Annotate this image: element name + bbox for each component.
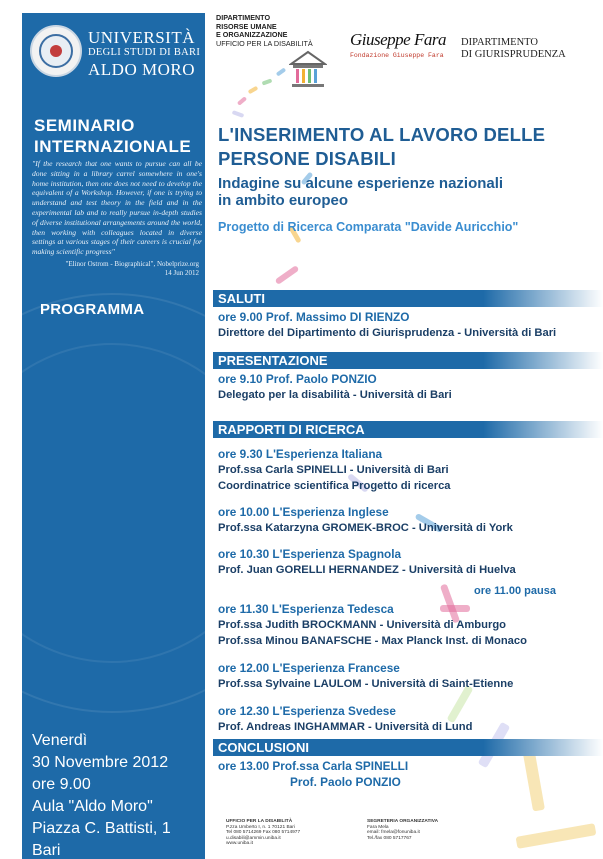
rapporti-entry-italiana bbox=[218, 446, 451, 494]
dept-risorse-umane bbox=[216, 14, 313, 48]
university-name-line3: ALDO MORO bbox=[88, 59, 195, 79]
saluti-time: ore 9.00 Prof. Massimo DI RIENZO bbox=[218, 310, 410, 324]
seminar-title-line1: SEMINARIO bbox=[34, 116, 135, 135]
presentazione-time: ore 9.10 Prof. Paolo PONZIO bbox=[218, 372, 377, 386]
rapporti-line: Prof.ssa Sylvaine LAULOM - Università di Saint-Etienne bbox=[218, 678, 514, 690]
rapporti-entry-inglese bbox=[218, 504, 513, 536]
stroke-6 bbox=[275, 265, 300, 285]
ostrom-quote: "If the research that one wants to pursue can all be done sitting in a library carrel somewhere in one's home institution, then one does not need to develop the equivalent of a Workshop. However, if one is trying to understand and test theory in the field and in the experimental lab and to really pursue in-depth studies of diverse institutional arrangements around the world, then working with colleagues located in diverse settings at various stages of their careers is crucial for making scientific progress" bbox=[32, 159, 202, 257]
pausa-label: ore 11.00 pausa bbox=[474, 585, 556, 597]
rapporti-entry-francese bbox=[218, 660, 513, 692]
rapporti-time: ore 12.30 L'Esperienza Svedese bbox=[218, 704, 396, 718]
stroke-1 bbox=[237, 96, 247, 105]
footer-segreteria-title: SEGRETERIA ORGANIZZATIVA bbox=[367, 819, 439, 824]
dept-giurisprudenza bbox=[461, 37, 566, 61]
stroke-15 bbox=[516, 823, 597, 849]
rapporti-time: ore 10.00 L'Esperienza Inglese bbox=[218, 505, 389, 519]
stroke-2 bbox=[248, 86, 259, 94]
section-saluti: SALUTI bbox=[213, 290, 603, 307]
footer-ufficio-line: www.uniba.it bbox=[226, 841, 253, 847]
footer-segreteria-line: Tel./fax 080 5717767 bbox=[367, 835, 412, 841]
footer-ufficio-title: UFFICIO PER LA DISABILITÀ bbox=[226, 819, 293, 824]
university-logo-block bbox=[28, 21, 203, 86]
subtitle bbox=[218, 175, 503, 209]
saluti-line: Direttore del Dipartimento di Giurisprudenza - Università di Bari bbox=[218, 327, 557, 339]
stroke-4 bbox=[276, 67, 286, 76]
stroke-5 bbox=[232, 110, 245, 118]
seal-watermark-inner bbox=[22, 343, 205, 663]
event-venue: Aula "Aldo Moro" bbox=[32, 798, 153, 815]
fondazione-signature: Giuseppe Fara bbox=[350, 30, 446, 49]
conclusioni-entry bbox=[218, 758, 408, 790]
rapporti-entry-tedesca bbox=[218, 601, 527, 649]
rapporti-time: ore 12.00 L'Esperienza Francese bbox=[218, 661, 400, 675]
fondazione-logo bbox=[350, 30, 446, 59]
presentazione-entry bbox=[218, 371, 452, 403]
project-title: Progetto di Ricerca Comparata "Davide Auricchio" bbox=[218, 220, 519, 234]
quote-source bbox=[66, 260, 200, 278]
rapporti-line: Prof.ssa Carla SPINELLI - Università di Bari bbox=[218, 464, 449, 476]
left-column bbox=[22, 13, 205, 859]
seminar-title bbox=[34, 115, 191, 157]
programma-label: PROGRAMMA bbox=[40, 301, 145, 318]
footer-segreteria-line: email: fmela@fonuniba.it bbox=[367, 830, 420, 836]
dept1-line3: E ORGANIZZAZIONE bbox=[216, 30, 288, 39]
subtitle-line1: Indagine su alcune esperienze nazionali bbox=[218, 175, 504, 192]
event-time: ore 9.00 bbox=[32, 776, 91, 793]
main-title bbox=[218, 123, 545, 171]
quote-source-name: "Elinor Ostrom - Biographical", Nobelprize.org bbox=[65, 260, 199, 268]
event-address: Piazza C. Battisti, 1 bbox=[32, 820, 171, 837]
dept1-line4: UFFICIO PER LA DISABILITÀ bbox=[216, 38, 313, 48]
footer-ufficio-line: u.disabili@ammin.uniba.it bbox=[226, 835, 281, 841]
event-info bbox=[32, 730, 171, 859]
dept2-line2: DI GIURISPRUDENZA bbox=[461, 49, 566, 60]
main-title-line2: PERSONE DISABILI bbox=[218, 148, 396, 169]
section-conclusioni: CONCLUSIONI bbox=[213, 739, 603, 756]
footer-segreteria-line: Fara Mela bbox=[367, 824, 389, 830]
dept1-line2: RISORSE UMANE bbox=[216, 21, 277, 31]
rapporti-line: Prof. Andreas INGHAMMAR - Università di Lund bbox=[218, 721, 473, 733]
main-title-line1: L'INSERIMENTO AL LAVORO DELLE bbox=[218, 124, 546, 145]
quote-source-date: 14 Jun 2012 bbox=[164, 269, 199, 277]
university-name bbox=[88, 29, 200, 78]
event-date: 30 Novembre 2012 bbox=[32, 754, 169, 771]
rapporti-line: Prof.ssa Katarzyna GROMEK-BROC - Università di York bbox=[218, 522, 513, 534]
rapporti-line: Prof.ssa Minou BANAFSCHE - Max Planck Inst. di Monaco bbox=[218, 635, 527, 647]
subtitle-line2: in ambito europeo bbox=[218, 192, 349, 209]
rapporti-entry-svedese bbox=[218, 703, 472, 735]
rapporti-line: Prof. Juan GORELLI HERNANDEZ - Università di Huelva bbox=[218, 564, 516, 576]
section-presentazione: PRESENTAZIONE bbox=[213, 352, 603, 369]
university-name-line1: UNIVERSITÀ bbox=[88, 28, 195, 47]
rapporti-time: ore 10.30 L'Esperienza Spagnola bbox=[218, 547, 402, 561]
dept2-line1: DIPARTIMENTO bbox=[461, 37, 538, 48]
seminar-title-line2: INTERNAZIONALE bbox=[34, 137, 192, 156]
event-city: Bari bbox=[32, 842, 61, 859]
rapporti-entry-spagnola bbox=[218, 546, 516, 578]
university-name-line2: DEGLI STUDI DI BARI bbox=[88, 47, 201, 58]
dept1-line1: DIPARTIMENTO bbox=[216, 13, 271, 22]
conclusioni-line: Prof. Paolo PONZIO bbox=[290, 775, 401, 789]
fondazione-name: Fondazione Giuseppe Fara bbox=[350, 52, 444, 59]
rapporti-time: ore 9.30 L'Esperienza Italiana bbox=[218, 447, 383, 461]
rapporti-line: Coordinatrice scientifica Progetto di ricerca bbox=[218, 480, 451, 492]
event-day: Venerdì bbox=[32, 732, 88, 749]
footer-ufficio-line: P.zza Umberto I, n. 1 70121 Bari bbox=[226, 824, 295, 830]
conclusioni-time: ore 13.00 Prof.ssa Carla SPINELLI bbox=[218, 759, 409, 773]
rapporti-time: ore 11.30 L'Esperienza Tedesca bbox=[218, 602, 394, 616]
footer-segreteria bbox=[367, 819, 438, 841]
presentazione-line: Delegato per la disabilità - Università di Bari bbox=[218, 389, 452, 401]
rapporti-line: Prof.ssa Judith BROCKMANN - Università di Amburgo bbox=[218, 619, 506, 631]
section-rapporti: RAPPORTI DI RICERCA bbox=[213, 421, 603, 438]
saluti-entry bbox=[218, 309, 556, 341]
footer-ufficio-line: Tel 080 5714269 Fax 080 5714977 bbox=[226, 830, 301, 836]
footer-ufficio bbox=[226, 819, 300, 847]
stroke-3 bbox=[262, 78, 273, 85]
temple-icon bbox=[289, 50, 327, 90]
university-seal-icon bbox=[30, 25, 82, 77]
